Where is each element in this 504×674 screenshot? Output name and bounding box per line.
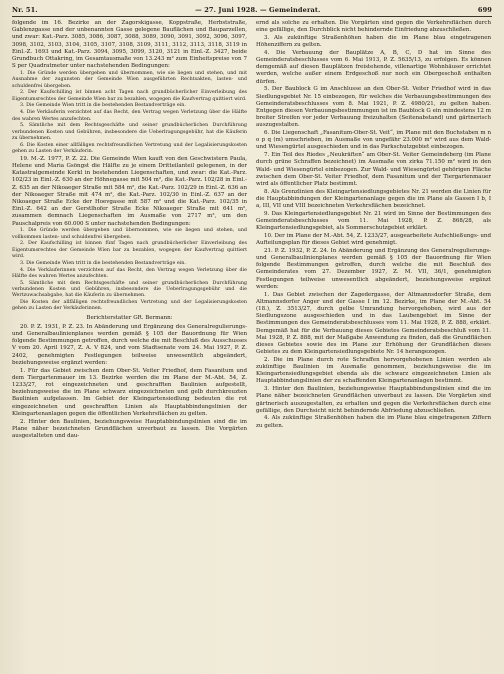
paragraph: 4. Die Verbauung der Bauplätze A, B, C, D hat im Sinne des Gemeinderatsbeschlusses vom 6. Mai 1913, P. Z. 5635/13, zu erfolgen. Es können demgemäß auf diesen Bauplätzen freistehende, villenartige Wohnhäuser errichtet werden, welche außer einem Erdgeschoß nur noch ein Obergeschoß enthalten dürfen. xyxy=(256,49,491,85)
right-column xyxy=(256,20,491,441)
paragraph: 1. Das Gebiet zwischen der Zagedergasse, der Altmannsdorfer Straße, dem Altmannsdorfer Anger und der Gasse I im 12. Bezirke, im Plane der M.-Abt. 54 (18.), Z. 3513/27, durch gelbe Umrandung hervorgehoben, wird aus der Siedlungszone ausgeschieden und in das Laubengebiet im Sinne der Bestimmungen des Gemeinderatsbeschlusses vom 11. Mai 1928, P. Z. 888, erklärt. Demgemäß hat für die Verbauung dieses Gebietes Gemeinderatsbeschluß vom 11. Mai 1928, P. Z. 888, mit der Maßgabe Anwendung zu finden, daß die Grundflächen dieses Gebietes sowie des im Plane zur Erhöhung der Grundflächen dieses Gebietes zu dem Kleingartensiedlungsgebiete Nr. 14 herangezogen. xyxy=(256,291,491,356)
page-number: 699 xyxy=(477,6,492,14)
paragraph: 4. Die Verkäuferin verzichtet auf das Recht, den Vertrag wegen Verletzung über die Hälfte des wahren Wertes anzufechten. xyxy=(12,110,247,122)
paragraph: 10. Der im Plane der M.-Abt. 54, Z. 1233/27, ausgearbeitete Aufschließungs- und Aufteilungsplan für dieses Gebiet wird genehmigt. xyxy=(256,232,491,247)
paragraph: 19. M.-Z. 1977, P. Z. 22. Die Gemeinde Wien kauft von den Geschwistern Paula, Helene und Maria Gsöngst die Hälfte zu je einem Dritteilanteil gelegenen, in der Katastralgemeinde Kerkl in bestehenden Liegenschaften, und zwar: die Kat.-Parz. 102/23 in Einl.-Z. 630 an der Höhnegasse mit 504 m², die Kat.-Parz. 102/28 in Einl.-Z. 635 an der Nikoaeger Straße mit 584 m², die Kat.-Parz. 102/29 in Einl.-Z. 636 an der Nikoaeger Straße mit 474 m², die Kat.-Parz. 102/30 in Einl.-Z. 637 an der Nikoaeger Straße Ecke der Hoevgasse mit 587 m² und die Kat.-Parz. 102/35 in Einl.-Z. 642 an der Gerstlhofer Straße Ecke Nikoaeger Straße mit 641 m², zusammen demnach Liegenschaften im Ausmaße von 2717 m², um den Pauschalpreis von 60.000 S unter nachstehenden Bedingungen: xyxy=(12,155,247,227)
issue-number: Nr. 51. xyxy=(12,6,38,14)
issue-date-section: — 27. Juni 1928. — Gemeinderat. xyxy=(195,6,321,14)
paragraph: 4. Als zukünftige Straßenhöhen haben die im Plane blau eingetragenen Ziffern zu gelten. xyxy=(256,415,491,429)
paragraph: Berichterstatter GR. Bermann: xyxy=(86,314,173,321)
paragraph: 3. Als zukünftige Straßenhöhen haben die im Plane blau eingetragenen Höhenziffern zu gelten. xyxy=(256,34,491,49)
paragraph: 5. Sämtliche mit dem Rechtsgeschäfte und seiner grundbücherlichen Durchführung verbundenen Kosten und Gebühren, insbesondere die Ueberlragungsgebühr und die Wertzuwachsabgabe, hat die Käuferin zu übernehmen. xyxy=(12,280,247,299)
page-header xyxy=(12,6,492,17)
paragraph: 3. Hinter den Baulinien, beziehungsweise Hauptabbindungslinien sind die im Plane näher bezeichneten Grundflächen unverbaut zu lassen. Die Vorgärten sind gärtnerisch auszugestalten, zu erhalten und gegen die Verkehrsflächen durch eine gefällige, den Durchsicht nicht behindernde Abfriedung abzuschließen. xyxy=(256,386,491,414)
paragraph: 2. Der Kaufschilling ist binnen acht Tagen nach grundbücherlicher Einverleibung des Eigentumsrechtes der Gemeinde Wien bar zu bezahlen, wogegen die Kaufvertrag quittiert wird. xyxy=(12,90,247,102)
paragraph: 6. Die Kosten einer allfälligen rechtsfreundlichen Vertretung und der Legalisierungskosten gehen zu Lasten der Verkäuferin. xyxy=(12,142,247,154)
paragraph: 9. Das Kleingartensiedlungsgebiet Nr. 21 wird im Sinne der Bestimmungen des Gemeinderatsbeschlusses vom 11. Mai 1928, P. Z. 868/28, als Kleingartensiedlungsgebiet, als Sommerschutzgebiet erklärt. xyxy=(256,210,491,232)
paragraph: 3. Die Gemeinde Wien tritt in die bestehenden Bestandverträge ein. xyxy=(20,103,186,109)
paragraph: folgende im 16. Bezirke an der Zagorskigasse, Koppstraße, Herbststraße, Gablenzgasse und der unbenannten Gasse gelegene Bauflächen und Bauparzellen, und zwar: Kat.-Parz. 3085, 3086, 3087, 3088, 3089, 3090, 3091, 3092, 3096, 3097, 3098, 3102, 3103, 3104, 3105, 3107, 3108, 3109, 3111, 3112, 3113, 3118, 3119 in Einl.-Z. 1693 und Kat.-Parz. 3094, 3095, 3099, 3120, 3121 in Einl.-Z. 3427, beide Grundbuch Ottakring, im Gesamtausmaße von 13.243 m² zum Einheitspreise von 7 S per Quadratmeter unter nachstehenden Bedingungen: xyxy=(12,20,247,70)
paragraph: 2. Hinter den Baulinien, beziehungsweise Hauptabbindungslinien sind die im Plane näher bezeichneten Grundflächen unverbaut zu lassen. Die Vorgärten ausgestalteten und dau- xyxy=(12,418,247,439)
paragraph: 3. Die Gemeinde Wien tritt in die bestehenden Bestandverträge ein. xyxy=(20,260,186,266)
paragraph: Die Kosten der allfälligen rechtsfreundlichen Vertretung und der Legalisierungskosten gehen zu Lasten der Verkäuferinnen. xyxy=(12,300,247,312)
paragraph: 21. P. Z. 1932, P. Z. 24. In Abänderung und Ergänzung des Generalregulierungs- und Generalbaulinienplanes werden gemäß § 105 der Bauordnung für Wien folgende Bestimmungen getroffen, durch welche die mit Beschluß des Gemeinderates vom 27. Dezember 1927, Z. M. VII, 36/1, genehmigten Festlegungen teilweise unwesentlich abgeändert, beziehungsweise ergänzt werden: xyxy=(256,247,491,290)
paragraph: 6. Die Liegenschaft „Fasanitum-Ober-St. Veit“, im Plane mit den Buchstaben m n o p q (m) umschrieben, im Ausmaße von ungefähr 23.000 m² wird aus dem Wald- und Wiesengürtel ausgeschieden und in das Parkschutzgebiet einbezogen. xyxy=(256,130,491,151)
paragraph: 2. Die im Plane durch rote Schraffen hervorgehobenen Linien werden als zukünftige Baulinien im Ausmaße genommen, beziehungsweise die im Kleingartensiedlungsgebiet ebenda als die schwarz eingezeichneten Linien als Hauptabbindungslinien der zu schaffenden Kleingartenanlagen bestimmt. xyxy=(256,356,491,385)
paragraph: 2. Der Kaufschilling ist binnen fünf Tagen nach grundbücherlicher Einverleibung des Eigentumsrechtes der Gemeinde Wien bar zu bezahlen, wogegen der Kaufvertrag quittiert wird. xyxy=(12,241,247,259)
left-column xyxy=(12,20,247,441)
paragraph: 1. Die Gründe werden übergeben und übernommen, wie sie liegen und stehen, und mit Ausnahme der zugunsten der Gemeinde Wien ausgeführten Rechtsakten, lasten- und schuldenfrei übergeben. xyxy=(12,70,247,89)
paragraph: 8. Als Grenzlinien des Kleingartensiedlungsgebietes Nr. 21 werden die Linien für die Hauptabbindungen der Kleingartenanlage gegen die im Plane als Gassen I b, I a, III, VII und VIII bezeichneten Verkehrsflächen bezeichnet. xyxy=(256,188,491,210)
paragraph: 7. Ein Teil des Riedes „Neukräften“ am Ober-St. Veiter Gemeindeberg (im Plane durch grüne Schraffen bezeichnet) im Ausmaße von zirka 71.150 m² wird in den Wald- und Wiesengürtel einbezogen. Zur Wald- und Wiesengürtel gehörigen Fläche zwischen dem Ober-St. Veiter Friedhof, dem Fasanitum und der Tiergartenmauer wird als öffentlicher Platz bestimmt. xyxy=(256,152,491,187)
paragraph: 4. Die Verkäuferinnen verzichten auf das Recht, den Vertrag wegen Verletzung über die Hälfte des wahren Wertes anzufechten. xyxy=(12,267,247,279)
paragraph: 5. Sämtliche mit dem Rechtsgeschäfte und seiner grundbücherlichen Durchführung verbundenen Kosten und Gebühren, insbesondere die Ueberlragungsgebühr, hat die Käuferin zu übernehmen. xyxy=(12,123,247,141)
text-columns xyxy=(12,20,492,441)
paragraph: 1. Die Gründe werden übergeben und übernommen, wie sie liegen und stehen, und vollkommen lasten- und schuldenfrei übergeben. xyxy=(12,228,247,240)
paragraph: 5. Der Baublock G im Anschlusse an den Ober-St. Veiter Friedhof wird in das Siedlungsgebiet Nr. 15 einbezogen, für welches die Verbauungsbestimmungen des Gemeinderatsbeschlusses vom 8. Mai 1921, P. Z. 4980/21, zu gelten haben. Entgegen diesen Verbauungsbestimmungen ist im Baublock G ein mindestens 12 m breiter Streifen vor jeder Verbauung freizuhalten (Seitenabstand) und gärtnerisch auszugestalten. xyxy=(256,86,491,129)
paragraph: ernd als solche zu erhalten. Die Vorgärten sind gegen die Verkehrsflächen durch eine gefällige, den Durchblick nicht behindernde Einfriedung abzuschließen. xyxy=(256,20,491,34)
paragraph: 20. P. Z. 1931, P. Z. 23. In Abänderung und Ergänzung des Generalregulierungs- und Generalbaulinienplanes werden gemäß § 105 der Bauordnung für Wien folgende Bestimmungen getroffen, durch welche die mit Beschluß des Ausschusses V vom 20. April 1927, Z. A. V 824, und vom Stadtsenate vom 24. Mai 1927, P. Z. 2402, genehmigten Festlegungen teilweise unwesentlich abgeändert, beziehungsweise ergänzt werden: xyxy=(12,323,247,366)
paragraph: 1. Für das Gebiet zwischen dem Ober-St. Veiter Friedhof, dem Fasanitum und dem Tiergartenmauer im 13. Bezirke werden die im Plane der M.-Abt. 54, Z. 1233/27, rot eingezeichneten und geschrafften Baulinien aufgestellt, beziehungsweise die im Plane schwarz eingezeichneten und gelb durchkreuzten Baulinien aufgelassen. Im Gebiet der Kleingartensiedlung bedeuten die rot eingezeichneten und geschrafften Linien als Hauptabbindungslinien der Kleingartenanlagen gegen die öffentlichen Verkehrsflächen zu gelten. xyxy=(12,367,247,417)
